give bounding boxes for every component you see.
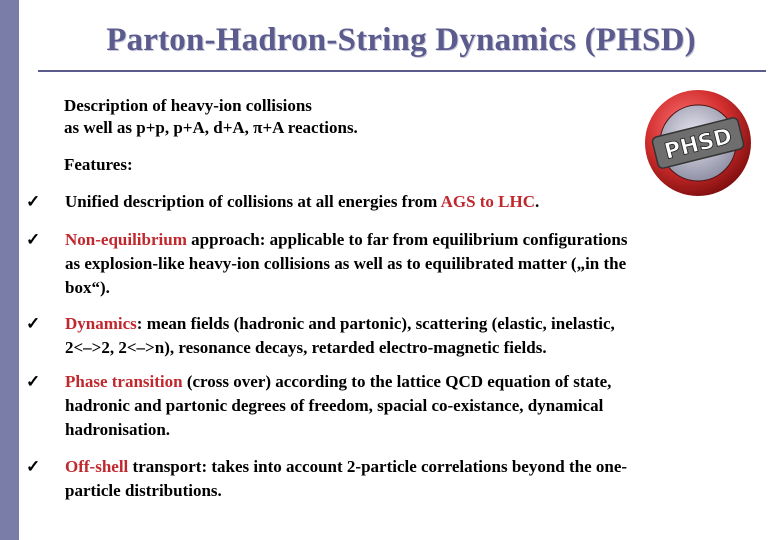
feature-item-5-text: transport: takes into account 2-particle correlations beyond the one-	[128, 457, 628, 476]
intro-line-1: Description of heavy-ion collisions	[64, 96, 312, 115]
feature-item-1-text: Unified description of collisions at all energies from	[65, 192, 441, 211]
feature-item-5-line-1	[65, 455, 749, 479]
feature-item-2-line-1	[65, 228, 749, 252]
feature-item-1-line-1	[65, 190, 749, 214]
intro-line-2: as well as p+p, p+A, d+A, π+A reactions.	[64, 118, 358, 137]
feature-item-4-highlight: Phase transition	[65, 372, 183, 391]
feature-item-2-line-2: as explosion-like heavy-ion collisions as well as to equilibrated matter („in the	[65, 254, 627, 273]
checkmark-icon: ✓	[26, 372, 41, 391]
features-heading: Features:	[64, 155, 133, 174]
feature-item-1-tail: .	[535, 192, 540, 211]
page-title: Parton-Hadron-String Dynamics (PHSD)	[106, 22, 696, 58]
title-container	[36, 22, 766, 59]
checkmark-icon: ✓	[26, 457, 41, 476]
checkmark-icon: ✓	[26, 192, 41, 211]
logo-text: PHSD	[662, 124, 735, 165]
feature-item-3-line-2: 2<–>2, 2<–>n), resonance decays, retarded electro-magnetic fields.	[65, 338, 547, 357]
feature-item-4-line-2: hadronic and partonic degrees of freedom, spacial co-existance, dynamical	[65, 396, 604, 415]
feature-item-4-line-3: hadronisation.	[65, 420, 171, 439]
checkmark-icon: ✓	[26, 314, 41, 333]
feature-item-3-highlight: Dynamics	[65, 314, 137, 333]
checkmark-icon: ✓	[26, 230, 41, 249]
feature-item-3-line-1	[65, 312, 749, 336]
feature-item-2-text: approach: applicable to far from equilibrium configurations	[186, 230, 628, 249]
intro-text	[64, 95, 358, 139]
feature-item-2-line-3: box“).	[65, 278, 110, 297]
feature-item-1-highlight: AGS to LHC	[440, 192, 536, 211]
feature-item-4-line-1	[65, 370, 749, 394]
feature-item-2-highlight: Non-equilibrium	[65, 230, 187, 249]
phsd-logo-icon	[642, 87, 754, 199]
feature-item-4-text: (cross over) according to the lattice QCD equation of state,	[182, 372, 612, 391]
left-accent-bar	[0, 0, 19, 540]
title-underline	[38, 70, 766, 72]
feature-item-5-line-2: particle distributions.	[65, 481, 222, 500]
feature-item-5-highlight: Off-shell	[65, 457, 129, 476]
feature-item-3-text: : mean fields (hadronic and partonic), scattering (elastic, inelastic,	[136, 314, 615, 333]
